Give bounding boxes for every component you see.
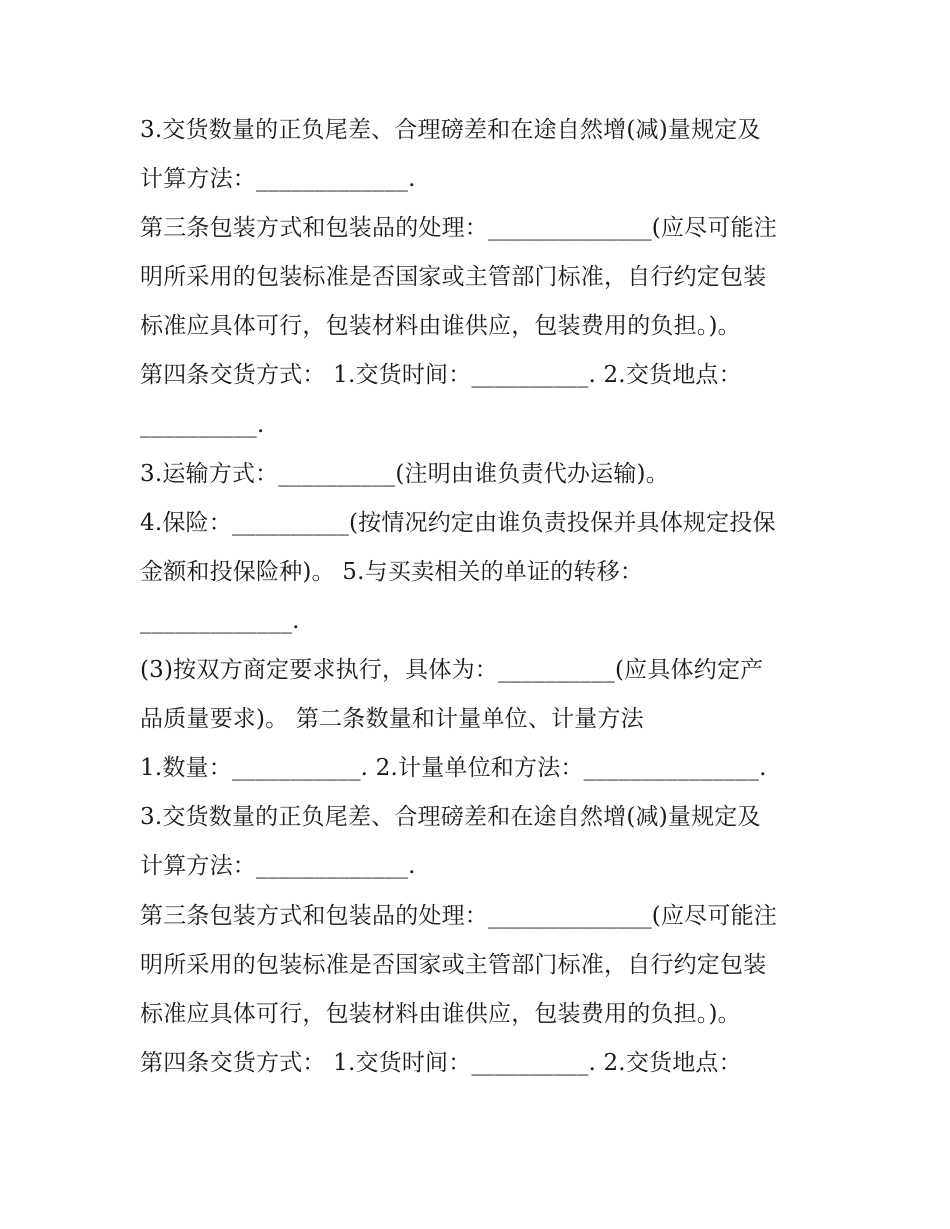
text-line: 第四条交货方式： 1.交货时间：__________. 2.交货地点：: [140, 1049, 742, 1076]
text-line: 1.数量：___________. 2.计量单位和方法：_______________.: [140, 755, 767, 782]
text-line: 明所采用的包装标准是否国家或主管部门标准，自行约定包装: [140, 264, 767, 291]
text-line: 第三条包装方式和包装品的处理：______________(应尽可能注: [140, 902, 777, 929]
text-line: 计算方法：_____________.: [140, 166, 416, 193]
text-line: 3.运输方式：__________(注明由谁负责代办运输)。: [140, 460, 669, 487]
text-line: 金额和投保险种)。 5.与买卖相关的单证的转移：: [140, 558, 644, 585]
text-line: 3.交货数量的正负尾差、合理磅差和在途自然增(减)量规定及: [140, 804, 761, 831]
text-line: 品质量要求)。 第二条数量和计量单位、计量方法: [140, 706, 644, 733]
text-line: 3.交货数量的正负尾差、合理磅差和在途自然增(减)量规定及: [140, 117, 761, 143]
text-line: 标准应具体可行，包装材料由谁供应，包装费用的负担。)。: [140, 1000, 741, 1027]
text-line: 计算方法：_____________.: [140, 853, 416, 880]
text-line: 第四条交货方式： 1.交货时间：__________. 2.交货地点：: [140, 362, 742, 389]
text-line: __________.: [140, 411, 265, 438]
text-line: _____________.: [140, 607, 300, 634]
text-line: 4.保险：__________(按情况约定由谁负责投保并具体规定投保: [140, 509, 776, 536]
text-line: 标准应具体可行，包装材料由谁供应，包装费用的负担。)。: [140, 313, 741, 340]
text-line: 第三条包装方式和包装品的处理：______________(应尽可能注: [140, 215, 777, 242]
text-line: 明所采用的包装标准是否国家或主管部门标准，自行约定包装: [140, 951, 767, 978]
contract-text-block: [140, 106, 830, 1088]
text-line: (3)按双方商定要求执行，具体为：__________(应具体约定产: [140, 657, 764, 684]
